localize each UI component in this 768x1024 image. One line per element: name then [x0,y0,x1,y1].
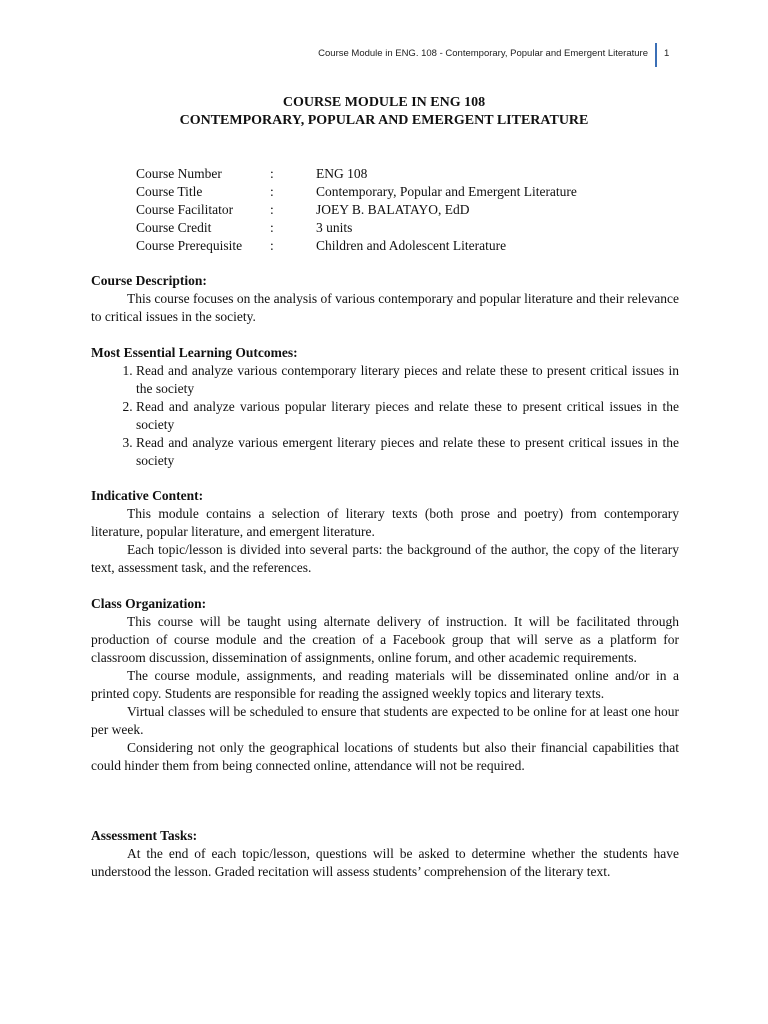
paragraph: Each topic/lesson is divided into several parts: the background of the author, the copy of the literary text, assessment task, and the references. [91,542,679,575]
info-value: Children and Adolescent Literature [316,238,507,253]
info-label: Course Title [136,184,203,199]
paragraph: Considering not only the geographical locations of students but also their financial capabilities that could hinder them from being connected online, attendance will not be required. [91,740,679,773]
paragraph: This course focuses on the analysis of various contemporary and popular literature and their relevance to critical issues in the society. [91,291,679,324]
list-item: 3. Read and analyze various emergent literary pieces and relate these to present critical issues in the society [136,434,679,470]
paragraph: At the end of each topic/lesson, questions will be asked to determine whether the students have understood the lesson. Graded recitation will assess students’ comprehension of the literary text. [91,846,679,879]
document-title [0,94,768,130]
indicative-content-section [91,487,679,577]
section-heading: Indicative Content: [91,488,204,503]
info-colon: : [270,238,274,253]
paragraph: This course will be taught using alternate delivery of instruction. It will be facilitated through production of course module and the creation of a Facebook group that will serve as a platform for classroom discussion, dissemination of assignments, online forum, and other academic requirements. [91,614,679,665]
paragraph: Virtual classes will be scheduled to ensure that students are expected to be online for at least one hour per week. [91,704,679,737]
course-description-section [91,272,679,326]
assessment-tasks-section [91,827,679,881]
section-heading: Class Organization: [91,596,207,611]
outcomes-list [91,362,679,470]
section-heading: Assessment Tasks: [91,828,198,843]
class-organization-section [91,595,679,775]
info-colon: : [270,166,274,181]
paragraph: This module contains a selection of literary texts (both prose and poetry) from contemporary literature, popular literature, and emergent literature. [91,506,679,539]
paragraph: The course module, assignments, and reading materials will be disseminated online and/or in a printed copy. Students are responsible for reading the assigned weekly topics and literary texts. [91,668,679,701]
info-value: JOEY B. BALATAYO, EdD [316,202,470,217]
header-divider [655,43,657,67]
info-value: ENG 108 [316,166,368,181]
running-title: Course Module in ENG. 108 - Contemporary, Popular and Emergent Literature [318,48,648,59]
info-label: Course Facilitator [136,202,234,217]
list-item: 2. Read and analyze various popular literary pieces and relate these to present critical issues in the society [136,398,679,434]
info-value: 3 units [316,220,353,235]
section-heading: Most Essential Learning Outcomes: [91,345,298,360]
title-line-1: COURSE MODULE IN ENG 108 [282,95,486,110]
info-value: Contemporary, Popular and Emergent Literature [316,184,577,199]
title-line-2: CONTEMPORARY, POPULAR AND EMERGENT LITERATURE [179,113,589,128]
info-colon: : [270,184,274,199]
info-colon: : [270,202,274,217]
section-heading: Course Description: [91,273,207,288]
info-label: Course Prerequisite [136,238,243,253]
learning-outcomes-section [91,344,679,470]
info-label: Course Number [136,166,222,181]
list-item: 1. Read and analyze various contemporary literary pieces and relate these to present critical issues in the society [136,362,679,398]
page-header [0,46,768,66]
page-number: 1 [664,48,670,59]
info-label: Course Credit [136,220,212,235]
info-colon: : [270,220,274,235]
